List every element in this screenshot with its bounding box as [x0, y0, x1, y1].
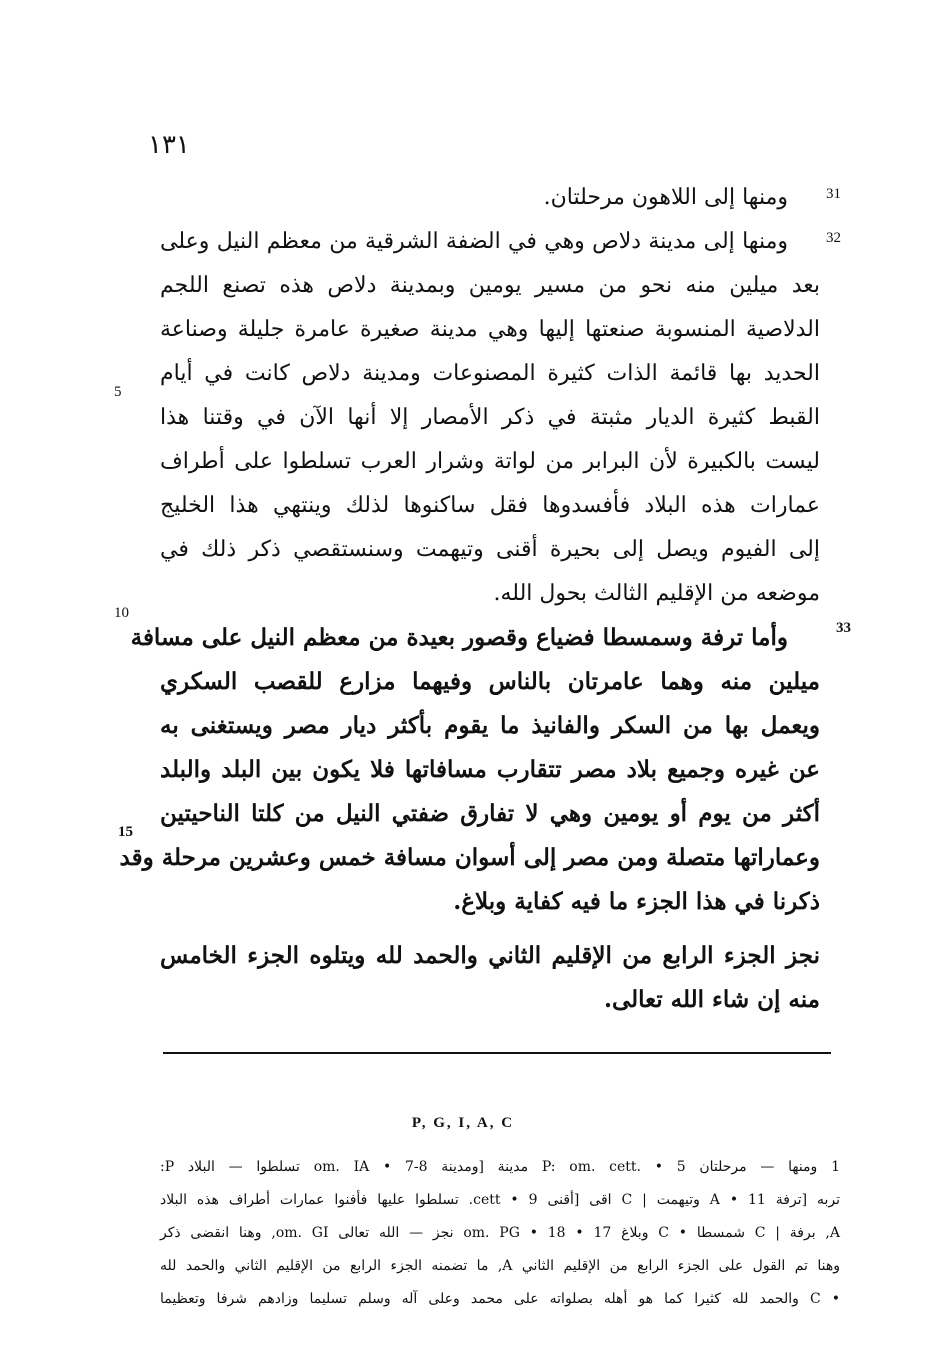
page-number: ١٣١: [148, 130, 190, 160]
paragraph-number: 32: [826, 230, 841, 246]
text-line: ومنها إلى مدينة دلاص وهي في الضفة الشرقية من معظم النيل وعلى: [160, 229, 788, 254]
text-line: ومنها إلى اللاهون مرحلتان.: [543, 185, 788, 210]
margin-line-number: 15: [118, 824, 133, 840]
apparatus-line: وهنا تم القول على الجزء الرابع من الإقليم الثاني A, ما تضمنه الجزء الرابع من الإقليم الثاني والحمد لله: [160, 1258, 840, 1274]
footnote-divider: [163, 1052, 831, 1054]
margin-line-number: 10: [114, 605, 129, 621]
text-line: عن غيره وجميع بلاد مصر تتقارب مسافاتها فلا يكون بين البلد والبلد: [160, 756, 820, 783]
apparatus-line: 1 ومنها — مرحلتان P: om. cett. • 5 مدينة [ومدينة om. IA • 7-8 تسلطوا — البلاد P:: [160, 1159, 840, 1175]
paragraph-number: 31: [826, 186, 841, 202]
text-line: بعد ميلين منه نحو من مسير يومين وبمدينة دلاص هذه تصنع اللجم: [160, 273, 820, 298]
text-line: وعماراتها متصلة ومن مصر إلى أسوان مسافة خمس وعشرين مرحلة وقد: [119, 844, 820, 871]
text-line: الحديد بها قائمة الذات كثيرة المصنوعات ومدينة دلاص كانت في أيام: [160, 361, 820, 386]
text-line: ليست بالكبيرة لأن البرابر من لواتة وشرار العرب تسلطوا على أطراف: [160, 449, 820, 474]
text-line: نجز الجزء الرابع من الإقليم الثاني والحمد لله ويتلوه الجزء الخامس: [160, 942, 820, 969]
paragraph-number: 33: [836, 620, 851, 636]
text-line: القبط كثيرة الديار مثبتة في ذكر الأمصار إلا أنها الآن في وقتنا هذا: [160, 405, 820, 430]
apparatus-line: A, برفة | C شمسطا • C وبلاغ 17 • om. PG • 18 نجز — الله تعالى om. GI, وهنا انقضى ذكر: [160, 1225, 840, 1241]
apparatus-line: • C والحمد لله كثيرا كما هو أهله بصلواته على محمد وعلى آله وسلم تسليما وزادهم شرفا وتعظيما: [160, 1291, 841, 1307]
margin-line-number: 5: [114, 384, 122, 400]
text-line: منه إن شاء الله تعالى.: [603, 986, 820, 1013]
text-line: عمارات هذه البلاد فأفسدوها فقل ساكنوها لذلك وينتهي هذا الخليج: [160, 493, 820, 518]
text-line: موضعه من الإقليم الثالث بحول الله.: [493, 581, 820, 606]
manuscript-sigla: P, G, I, A, C: [411, 1115, 515, 1131]
text-line: ذكرنا في هذا الجزء ما فيه كفاية وبلاغ.: [453, 888, 820, 915]
text-line: إلى الفيوم ويصل إلى بحيرة أقنى وتيهمت وسنستقصي ذكر ذلك في: [160, 537, 820, 562]
text-line: ميلين منه وهما عامرتان بالناس وفيهما مزارع للقصب السكري: [160, 668, 820, 695]
text-line: ويعمل بها من السكر والفانيذ ما يقوم بأكثر ديار مصر ويستغنى به: [160, 712, 820, 739]
apparatus-line: تربه [ترفة 11 • A وتيهمت | C اقى [أقنى 9 • cett. تسلطوا عليها فأفنوا عمارات أطراف هذه البلاد: [160, 1192, 840, 1208]
text-line: وأما ترفة وسمسطا فضياع وقصور بعيدة من معظم النيل على مسافة: [130, 624, 788, 651]
text-line: الدلاصية المنسوبة صنعتها إليها وهي مدينة صغيرة عامرة جليلة وصناعة: [160, 317, 820, 342]
text-line: أكثر من يوم أو يومين وهي لا تفارق ضفتي النيل من كلتا الناحيتين: [160, 800, 820, 827]
